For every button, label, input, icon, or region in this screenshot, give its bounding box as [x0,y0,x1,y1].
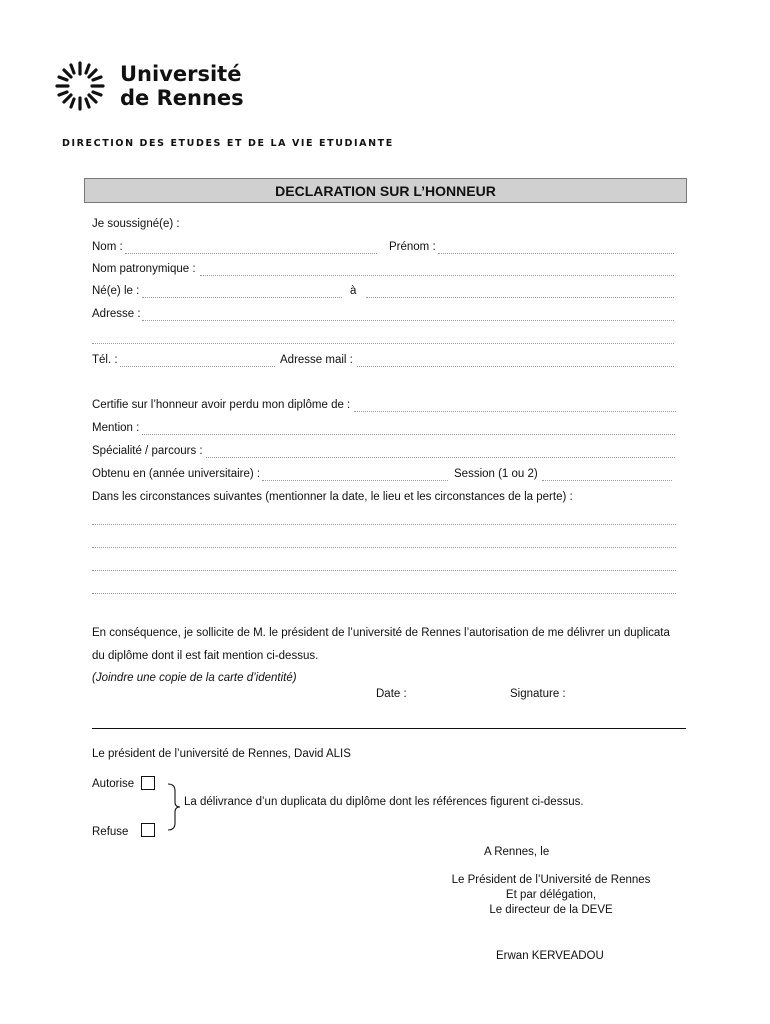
checkbox-autorise[interactable] [141,776,155,790]
university-logo-mark-icon [54,60,106,112]
section-divider [92,728,686,729]
label-a: à [350,285,357,297]
university-logo [54,60,244,112]
label-ne-le: Né(e) le : [92,285,140,297]
field-lieu-naissance[interactable] [366,297,674,298]
label-certifie: Certifie sur l’honneur avoir perdu mon diplôme de : [92,399,351,411]
field-mention[interactable] [142,434,675,435]
label-adresse: Adresse : [92,308,141,320]
direction-heading: DIRECTION DES ETUDES ET DE LA VIE ETUDIANTE [62,138,394,149]
field-nom-patronymique[interactable] [200,275,674,276]
field-tel[interactable] [120,366,275,367]
delivrance-text: La délivrance d’un duplicata du diplôme dont les références figurent ci-dessus. [184,796,584,808]
field-circonstances-line4[interactable] [92,593,676,594]
signature-block-line2: Et par délégation, [505,889,597,901]
logo-line2: de Rennes [120,86,244,110]
field-adresse[interactable] [142,320,674,321]
field-specialite[interactable] [206,457,675,458]
label-autorise: Autorise [92,778,135,790]
field-circonstances-line3[interactable] [92,570,676,571]
label-specialite: Spécialité / parcours : [92,445,203,457]
label-signature: Signature : [510,688,566,700]
label-prenom: Prénom : [389,241,436,253]
label-tel: Tél. : [92,354,118,366]
field-diplome[interactable] [354,411,676,412]
signatory-name: Erwan KERVEADOU [496,950,604,962]
request-note: (Joindre une copie de la carte d’identité) [92,672,297,684]
label-circonstances: Dans les circonstances suivantes (mentionner la date, le lieu et les circonstances de la perte) : [92,491,573,503]
president-text: Le président de l’université de Rennes, David ALIS [92,748,351,760]
checkbox-refuse[interactable] [141,823,155,837]
label-adresse-mail: Adresse mail : [280,354,353,366]
request-text-line1: En conséquence, je sollicite de M. le président de l’université de Rennes l’autorisation de me délivrer un duplicata [92,627,670,639]
document-title: DECLARATION SUR L’HONNEUR [84,178,687,203]
brace-icon [166,783,182,831]
field-circonstances-line2[interactable] [92,547,676,548]
label-date: Date : [376,688,407,700]
field-prenom[interactable] [438,253,674,254]
label-obtenu-en: Obtenu en (année universitaire) : [92,468,261,480]
field-session[interactable] [542,480,672,481]
field-nom[interactable] [125,253,377,254]
label-nom-patronymique: Nom patronymique : [92,263,196,275]
a-rennes-le: A Rennes, le [484,846,550,858]
signature-block-line3: Le directeur de la DEVE [489,904,613,916]
label-nom: Nom : [92,241,123,253]
label-soussigne: Je soussigné(e) : [92,218,180,230]
request-text-line2: du diplôme dont il est fait mention ci-dessus. [92,650,319,662]
label-session: Session (1 ou 2) [454,468,538,480]
field-adresse-mail[interactable] [357,366,674,367]
field-annee[interactable] [262,480,448,481]
field-circonstances-line1[interactable] [92,524,676,525]
label-mention: Mention : [92,422,140,434]
signature-block-line1: Le Président de l’Université de Rennes [451,874,651,886]
label-refuse: Refuse [92,826,129,838]
field-ne-le[interactable] [142,297,342,298]
logo-line1: Université [120,62,242,86]
field-adresse-line2[interactable] [92,343,674,344]
